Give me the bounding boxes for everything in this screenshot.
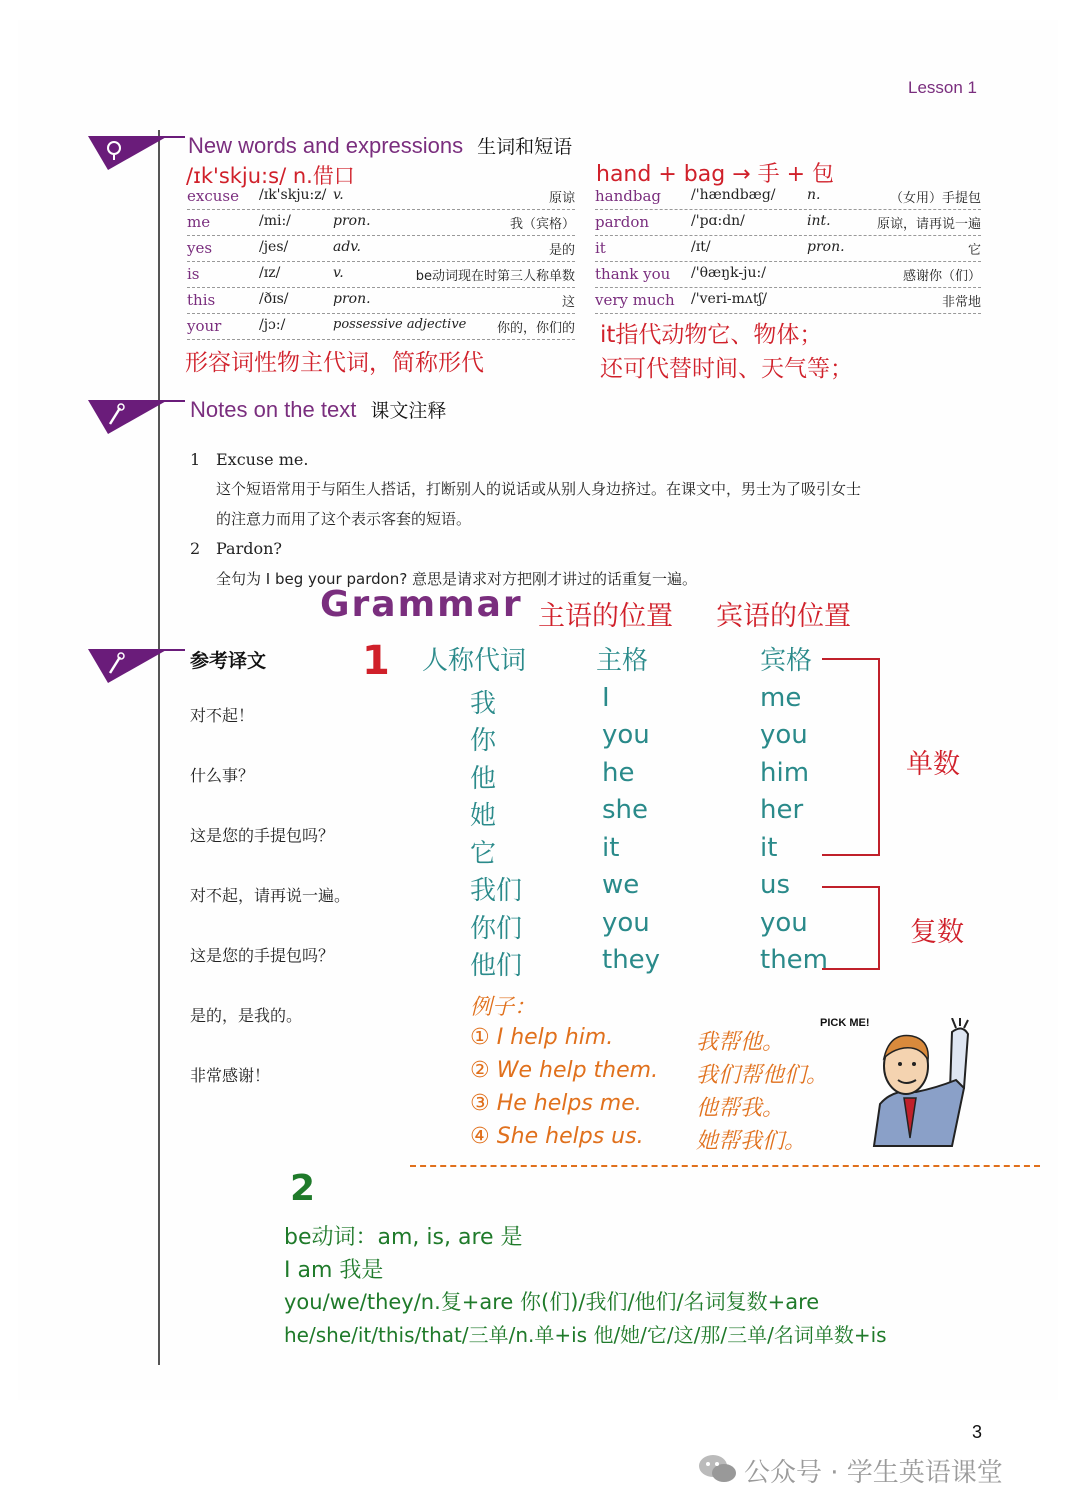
vocab-row [187, 261, 575, 288]
vocab-cn: 原谅，请再说一遍 [876, 217, 981, 232]
vocab-ipa: /ɪz/ [259, 265, 281, 281]
vocab-ipa: /'hændbæg/ [691, 187, 776, 203]
vocab-cn: 是的 [548, 243, 575, 258]
vocab-pos: possessive adjective [333, 317, 467, 332]
watermark: 公众号 · 学生英语课堂 [744, 1458, 1003, 1488]
note-1-number: 1 [190, 450, 201, 469]
pronoun-object: them [760, 945, 828, 975]
vocab-word: thank you [595, 265, 671, 283]
example-cn: 她帮我们。 [696, 1129, 807, 1154]
pronoun-cn: 我们 [470, 876, 523, 906]
pronoun-subject: they [602, 945, 661, 975]
it-note-2: 还可代替时间、天气等； [600, 356, 853, 382]
vocab-ipa: /ɪk'skju:z/ [259, 187, 327, 203]
examples-label: 例子： [470, 995, 537, 1020]
pronoun-cn: 你 [470, 726, 497, 756]
vocab-row [187, 209, 575, 236]
example-en: ③ He helps me. [470, 1091, 642, 1116]
singular-bracket [822, 658, 880, 856]
vocab-pos: v. [333, 187, 344, 203]
vocab-cn: 感谢你（们） [902, 269, 981, 284]
translation-title: 参考译文 [190, 650, 267, 672]
vocab-pos: v. [333, 265, 344, 281]
translation-line: 是的，是我的。 [190, 1006, 303, 1025]
note-2-body: 全句为 I beg your pardon? 意思是请求对方把刚才讲过的话重复一遍。 [216, 570, 698, 588]
pick-me-caption: PICK ME! [820, 1017, 870, 1029]
pronoun-subject: we [602, 870, 640, 900]
vocab-row [595, 287, 981, 314]
translation-section-icon [88, 645, 168, 689]
example-cn: 他帮我。 [696, 1096, 785, 1121]
note-1-body: 这个短语常用于与陌生人搭话，打断别人的说话或从别人身边挤过。在课文中，男士为了吸引女士 [216, 480, 862, 498]
vocab-section-icon [88, 132, 168, 176]
translation-heading-bar [160, 649, 185, 651]
notes-title-cn: 课文注释 [370, 400, 447, 422]
pronoun-object: you [760, 720, 808, 750]
example-en: ② We help them. [470, 1058, 659, 1083]
example-en: ④ She helps us. [470, 1124, 644, 1149]
pronoun-subject: she [602, 795, 649, 825]
vocab-cn: 这 [561, 295, 575, 310]
vocab-row [187, 235, 575, 262]
vocab-row [595, 235, 981, 262]
notes-title-en: Notes on the text [190, 397, 357, 422]
note-2-head: Pardon? [216, 539, 282, 558]
col-header-pronoun: 人称代词 [422, 646, 527, 676]
be-verb-line: be动词：am, is, are 是 [284, 1225, 523, 1250]
pronoun-cn: 他们 [470, 951, 523, 981]
pronoun-object: you [760, 908, 808, 938]
translation-line: 非常感谢！ [190, 1066, 271, 1085]
vocab-heading-bar [160, 136, 185, 138]
translation-line: 什么事？ [190, 766, 255, 785]
example-en: ① I help him. [470, 1025, 614, 1050]
pronoun-subject: you [602, 908, 650, 938]
vocab-heading [188, 132, 572, 159]
plural-bracket [822, 886, 880, 970]
vocab-row [595, 261, 981, 288]
translation-line: 对不起，请再说一遍。 [190, 886, 351, 905]
vocab-word: your [187, 317, 222, 335]
vocab-ipa: /jɔ:/ [259, 317, 286, 333]
pronoun-cn: 她 [470, 801, 497, 831]
handbag-note: hand + bag → 手 + 包 [596, 162, 835, 187]
pronoun-cn: 你们 [470, 914, 523, 944]
pronoun-cn: 它 [470, 839, 497, 869]
pronoun-object: it [760, 833, 778, 863]
singular-label: 单数 [906, 749, 960, 780]
be-verb-line: he/she/it/this/that/三单/n.单+is 他/她/它/这/那/三单/名词单数+is [284, 1323, 887, 1347]
pronoun-object: her [760, 795, 804, 825]
vocab-ipa: /'θæŋk-ju:/ [691, 265, 766, 281]
vocab-cn: 原谅 [548, 191, 575, 206]
col-header-subject: 主格 [596, 646, 649, 676]
it-note-1: it指代动物它、物体； [600, 322, 823, 348]
page-number: 3 [972, 1422, 983, 1442]
vocab-word: pardon [595, 213, 650, 231]
vocab-ipa: /'pɑ:dn/ [691, 213, 745, 229]
vocab-pos: adv. [333, 239, 362, 255]
note-1-head: Excuse me. [216, 450, 309, 469]
vocab-title-en: New words and expressions [188, 133, 464, 158]
vocab-word: handbag [595, 187, 662, 205]
pronoun-subject: he [602, 758, 635, 788]
vocab-row [187, 183, 575, 210]
vocab-word: excuse [187, 187, 239, 205]
lesson-label: Lesson 1 [908, 78, 977, 97]
vocab-row [187, 313, 575, 340]
grammar-title: Grammar [320, 584, 523, 625]
vocab-ipa: /'veri-mʌtʃ/ [691, 291, 767, 307]
vocab-pos: int. [807, 213, 831, 229]
vocab-cn: （女用）手提包 [889, 191, 981, 206]
vocab-pos: pron. [333, 213, 371, 229]
example-cn: 我们帮他们。 [696, 1063, 829, 1088]
vocab-ipa: /mi:/ [259, 213, 291, 229]
vocab-word: it [595, 239, 606, 257]
pronoun-object: him [760, 758, 810, 788]
number-one-mark: 1 [362, 638, 390, 684]
vocab-ipa: /jes/ [259, 239, 289, 255]
pronoun-cn: 他 [470, 764, 497, 794]
vocab-word: this [187, 291, 216, 309]
vocab-cn: 你的，你们的 [496, 321, 575, 336]
note-2-number: 2 [190, 539, 201, 558]
vocab-word: very much [595, 291, 675, 309]
plural-label: 复数 [910, 917, 964, 948]
be-verb-line: you/we/they/n.复+are 你(们)/我们/他们/名词复数+are [284, 1290, 820, 1314]
pronoun-object: us [760, 870, 791, 900]
vocab-pos: pron. [333, 291, 371, 307]
pronoun-subject: I [602, 683, 610, 713]
vocab-cn: 我（宾格） [509, 217, 575, 232]
be-verb-line: I am 我是 [284, 1258, 384, 1283]
vocab-pos: pron. [807, 239, 845, 255]
translation-line: 这是您的手提包吗？ [190, 946, 335, 965]
vocab-cn: 它 [967, 243, 981, 258]
cartoon-man-illustration [860, 1018, 975, 1157]
pronoun-subject: it [602, 833, 620, 863]
vocab-cn: be动词现在时第三人称单数 [415, 269, 575, 284]
vocab-word: me [187, 213, 211, 231]
margin-rule [158, 130, 160, 1365]
vocab-row [595, 183, 981, 210]
col-header-object: 宾格 [760, 646, 813, 676]
example-cn: 我帮他。 [696, 1030, 785, 1055]
pronoun-object: me [760, 683, 802, 713]
translation-line: 对不起！ [190, 706, 255, 725]
vocab-pos: n. [807, 187, 821, 203]
grammar-subject-position: 主语的位置 [538, 601, 673, 632]
vocab-ipa: /ɪt/ [691, 239, 711, 255]
wechat-icon [698, 1452, 738, 1490]
excuse-noun-note: /ɪk'skju:s/ n.借口 [186, 164, 355, 188]
vocab-ipa: /ðɪs/ [259, 291, 289, 307]
vocab-word: is [187, 265, 200, 283]
grammar-object-position: 宾语的位置 [716, 601, 851, 632]
your-note: 形容词性物主代词，简称形代 [185, 350, 484, 376]
vocab-row [187, 287, 575, 314]
vocab-cn: 非常地 [941, 295, 981, 310]
translation-line: 这是您的手提包吗？ [190, 826, 335, 845]
pronoun-subject: you [602, 720, 650, 750]
notes-section-icon [88, 396, 168, 440]
vocab-word: yes [187, 239, 213, 257]
vocab-title-cn: 生词和短语 [477, 136, 573, 158]
note-1-body-cont: 的注意力而用了这个表示客套的短语。 [216, 510, 472, 528]
section-divider [410, 1165, 1040, 1167]
number-two-mark: 2 [290, 1168, 316, 1209]
vocab-row [595, 209, 981, 236]
pronoun-cn: 我 [470, 689, 497, 719]
notes-heading [190, 396, 446, 423]
notes-heading-bar [160, 400, 185, 402]
